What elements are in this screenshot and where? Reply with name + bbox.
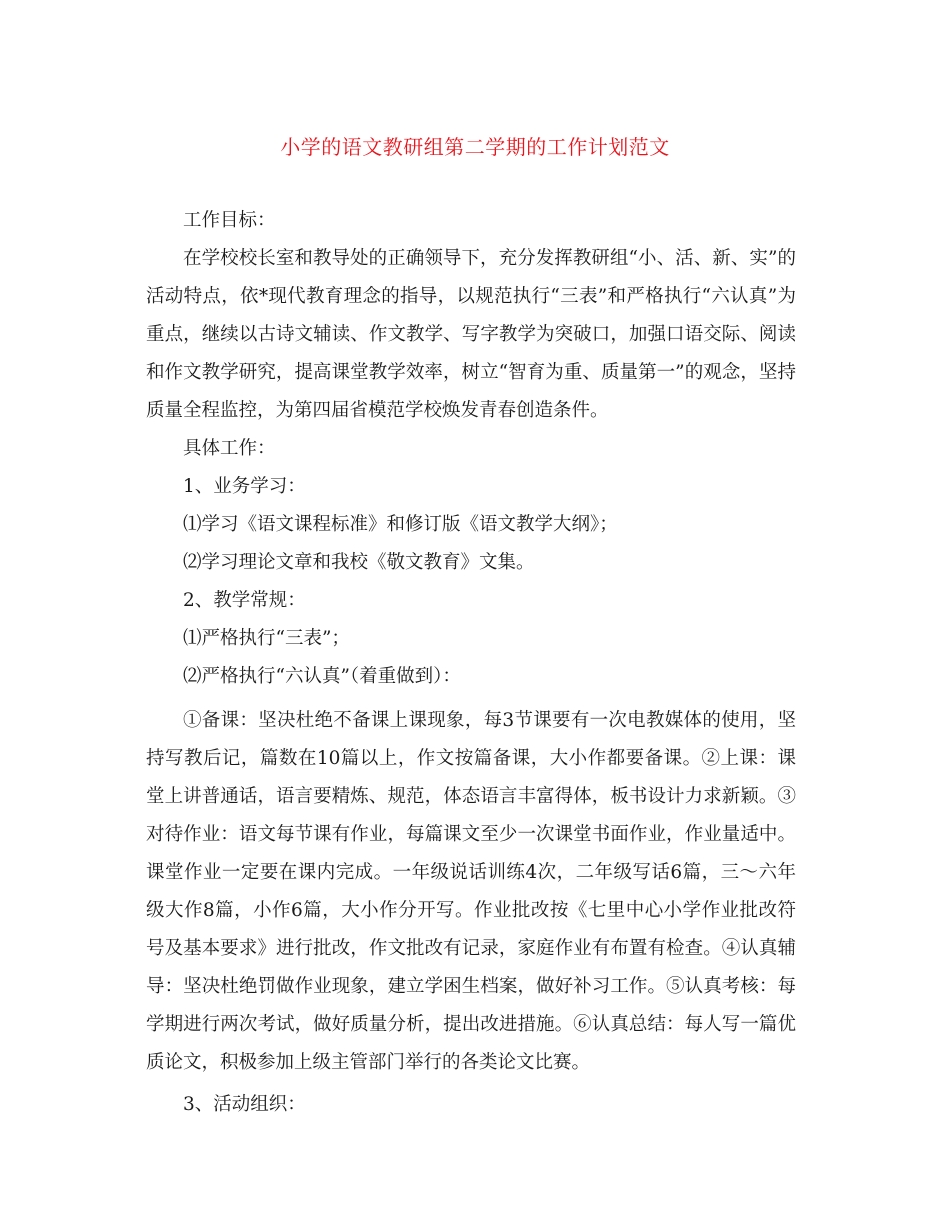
document-body <box>146 202 796 1124</box>
paragraph-six-serious-details: ①备课：坚决杜绝不备课上课现象，每3节课要有一次电教媒体的使用，坚持写教后记，篇数在10篇以上，作文按篇备课，大小作都要备课。②上课：课堂上讲普通话，语言要精炼、规范，体态语言丰富得体，板书设计力求新颖。③对待作业：语文每节课有作业，每篇课文至少一次课堂书面作业，作业量适中。课堂作业一定要在课内完成。一年级说话训练4次，二年级写话6篇，三～六年级大作8篇，小作6篇，大小作分开写。作业批改按《七里中心小学作业批改符号及基本要求》进行批改，作文批改有记录，家庭作业有布置有检查。④认真辅导：坚决杜绝罚做作业现象，建立学困生档案，做好补习工作。⑤认真考核：每学期进行两次考试，做好质量分析，提出改进措施。⑥认真总结：每人写一篇优质论文，积极参加上级主管部门举行的各类论文比赛。 <box>146 710 796 1073</box>
list-item-six-serious: ⑵严格执行“六认真”（着重做到）： <box>183 666 461 687</box>
section-business-study: 1、业务学习： <box>183 476 306 497</box>
heading-work-goal: 工作目标： <box>183 210 276 231</box>
section-activity-organization: 3、活动组织： <box>183 1094 306 1115</box>
list-item-study-theory: ⑵学习理论文章和我校《敬文教育》文集。 <box>183 552 535 573</box>
heading-specific-work: 具体工作： <box>183 438 276 459</box>
paragraph-goal-description: 在学校校长室和教导处的正确领导下，充分发挥教研组“小、活、新、实”的活动特点，依*现代教育理念的指导，以规范执行“三表”和严格执行“六认真”为重点，继续以古诗文辅读、作文教学、写字教学为突破口，加强口语交际、阅读和作文教学研究，提高课堂教学效率，树立“智育为重、质量第一”的观念，坚持质量全程监控，为第四届省模范学校焕发青春创造条件。 <box>146 248 796 421</box>
document-title: 小学的语文教研组第二学期的工作计划范文 <box>280 135 670 159</box>
list-item-three-tables: ⑴严格执行“三表”； <box>183 628 350 649</box>
section-teaching-routine: 2、教学常规： <box>183 590 306 611</box>
list-item-study-standard: ⑴学习《语文课程标准》和修订版《语文教学大纲》； <box>183 514 618 535</box>
